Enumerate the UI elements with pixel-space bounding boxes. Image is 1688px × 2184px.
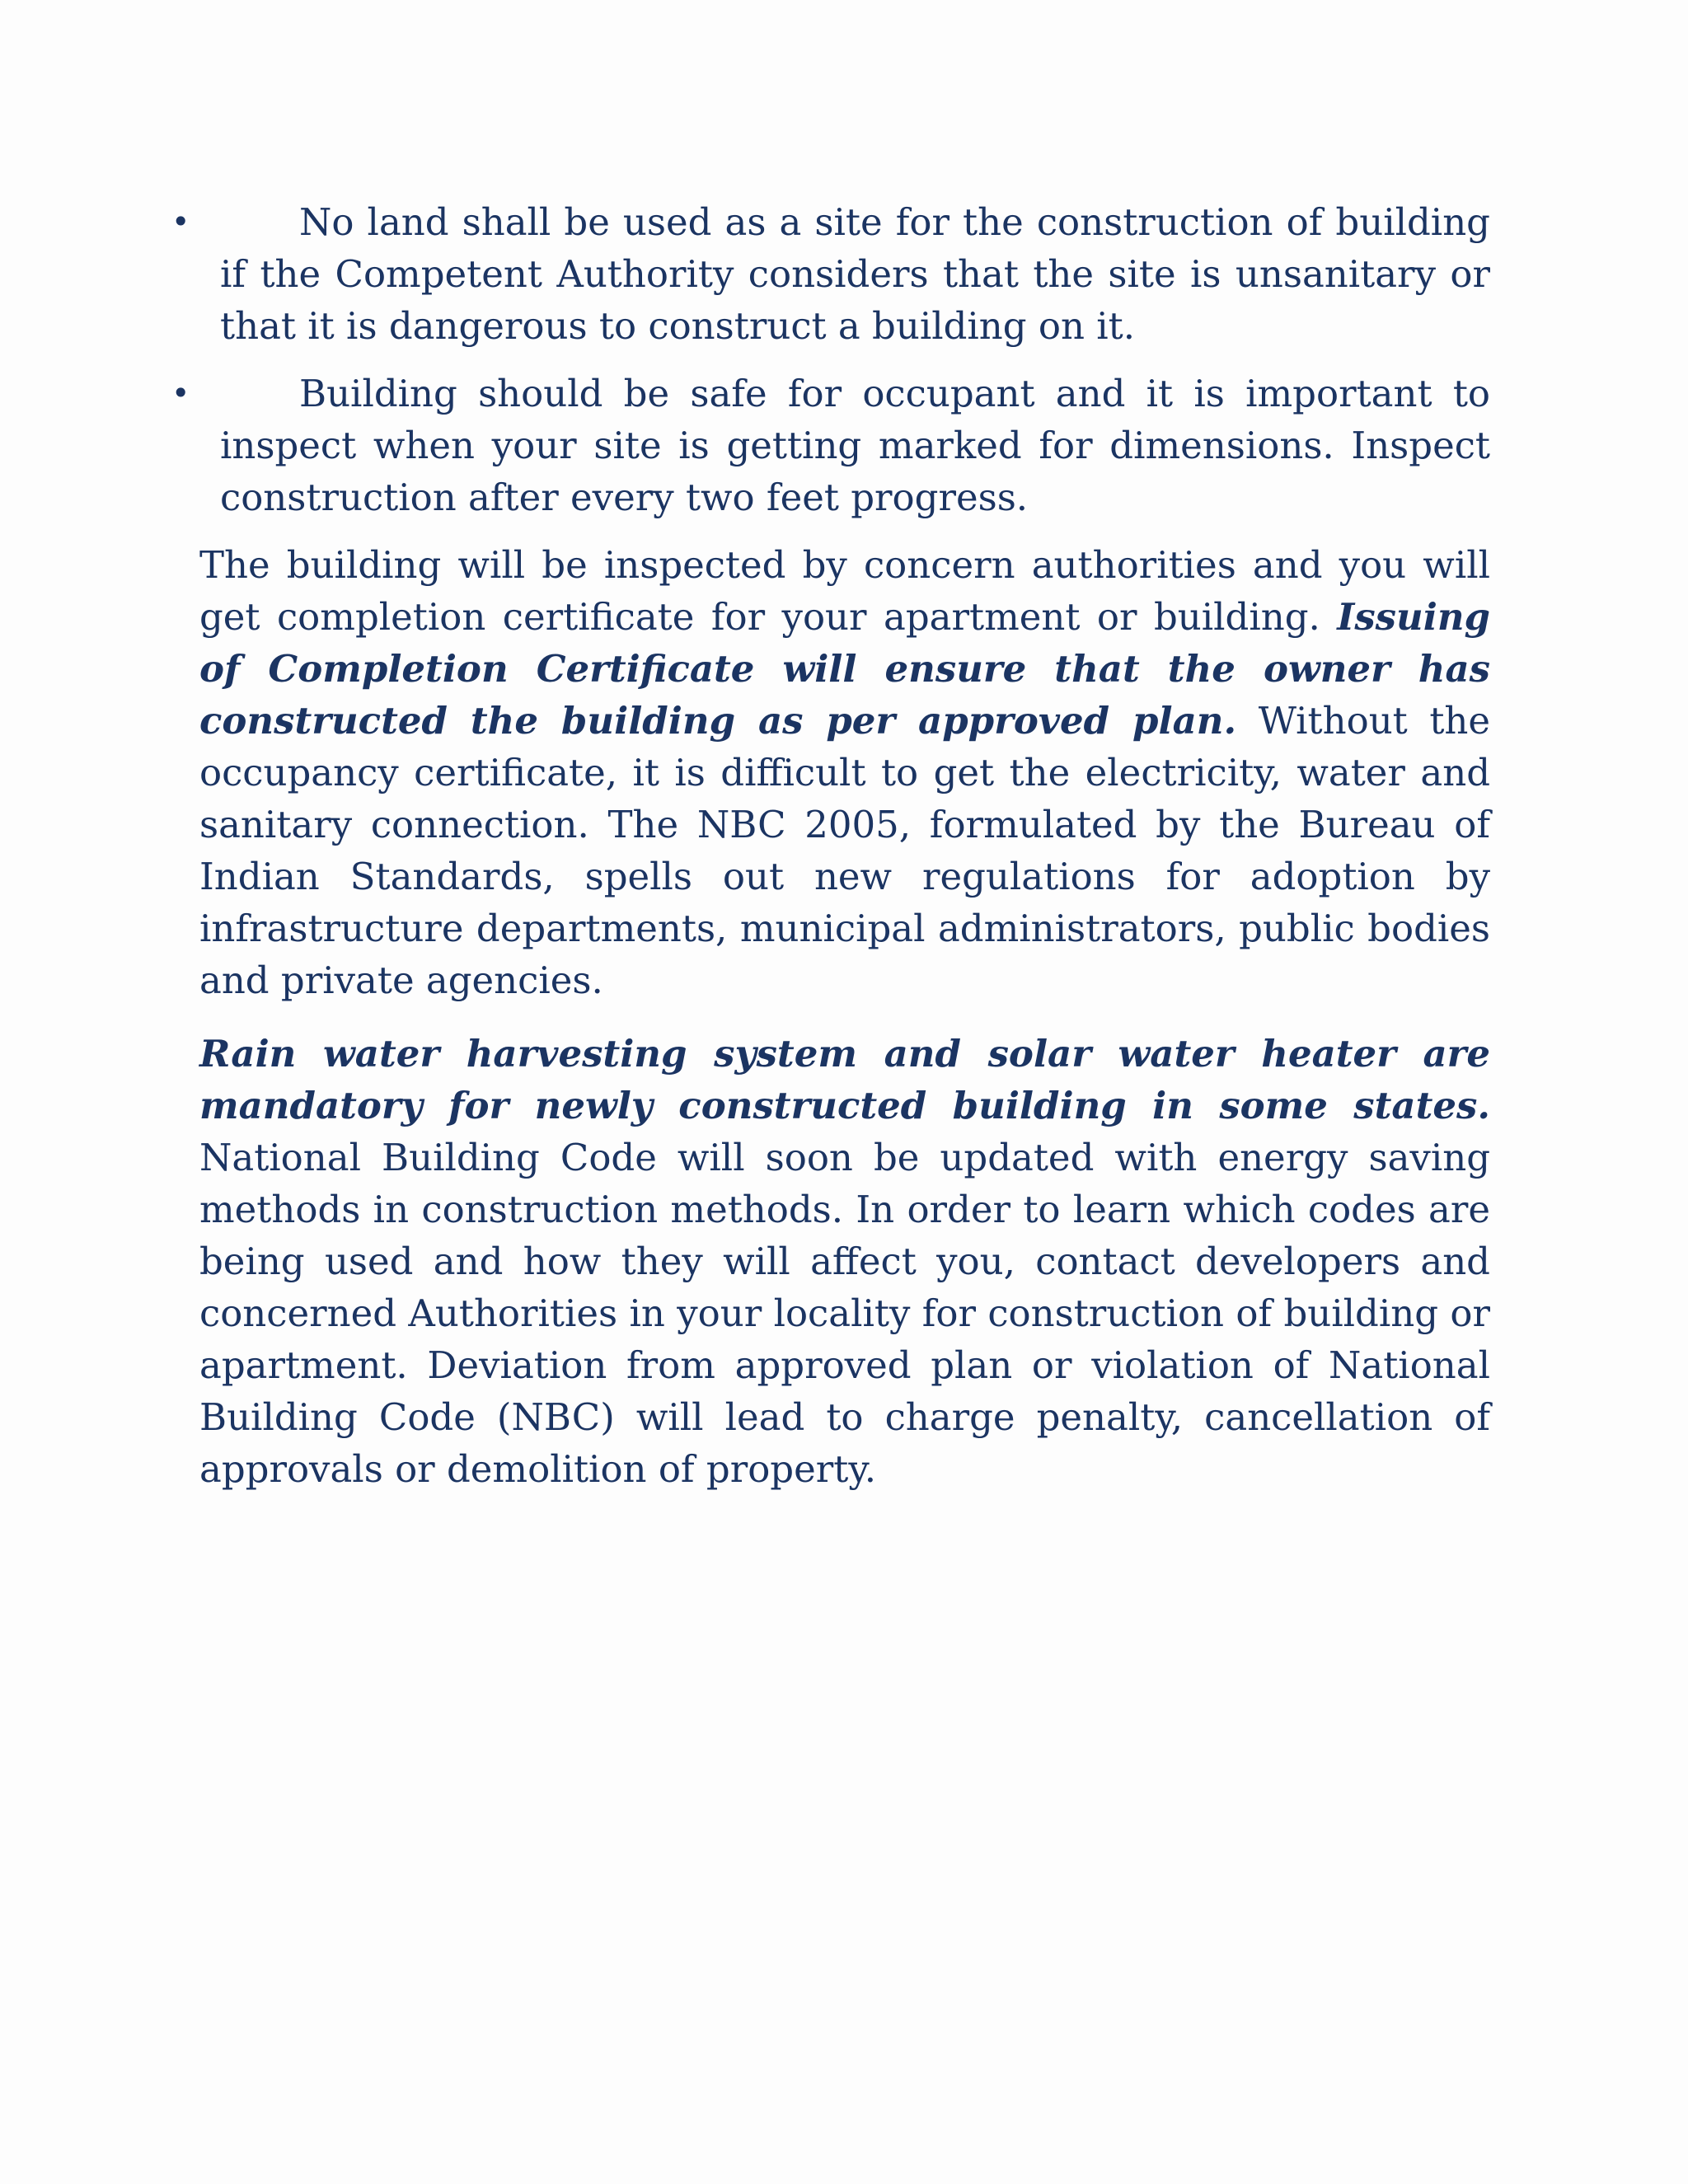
document-body bbox=[171, 196, 1491, 1516]
paragraph-lead-text: The building will be inspected by concern authorities and you will get completion certificate for your apartment or building. bbox=[199, 543, 1490, 639]
bullet-text: Building should be safe for occupant and it is important to inspect when your site is getting marked for dimensions. Inspect construction after every two feet progress. bbox=[220, 372, 1490, 519]
paragraph-body-text: National Building Code will soon be updated with energy saving methods in construction methods. In order to learn which codes are being used and how they will affect you, contact developers and concerned Authorities in your locality for construction of building or apartment. Deviation from approved plan or violation of National Building Code (NBC) will lead to charge penalty, cancellation of approvals or demolition of property. bbox=[199, 1136, 1490, 1491]
paragraph-rain-water-harvesting bbox=[199, 1028, 1490, 1495]
emphasis-text: Rain water harvesting system and solar water heater are mandatory for newly constructed building in some states. bbox=[199, 1032, 1490, 1127]
bullet-list bbox=[171, 196, 1490, 523]
paragraph-body-text: Without the occupancy certificate, it is difficult to get the electricity, water and sanitary connection. The NBC 2005, formulated by the Bureau of Indian Standards, spells out new regulations for adoption by infrastructure departments, municipal administrators, public bodies and private agencies. bbox=[199, 699, 1491, 1002]
emphasis-text: Issuing of Completion Certificate will ensure that the owner has constructed the building as per approved plan. bbox=[199, 595, 1491, 743]
bullet-text: No land shall be used as a site for the construction of building if the Competent Authority considers that the site is unsanitary or that it is dangerous to construct a building on it. bbox=[220, 200, 1490, 348]
bullet-item bbox=[171, 196, 1490, 352]
paragraph-completion-certificate bbox=[199, 539, 1490, 1006]
bullet-marker: • bbox=[171, 204, 190, 240]
bullet-marker: • bbox=[171, 375, 190, 411]
bullet-item bbox=[171, 368, 1490, 523]
